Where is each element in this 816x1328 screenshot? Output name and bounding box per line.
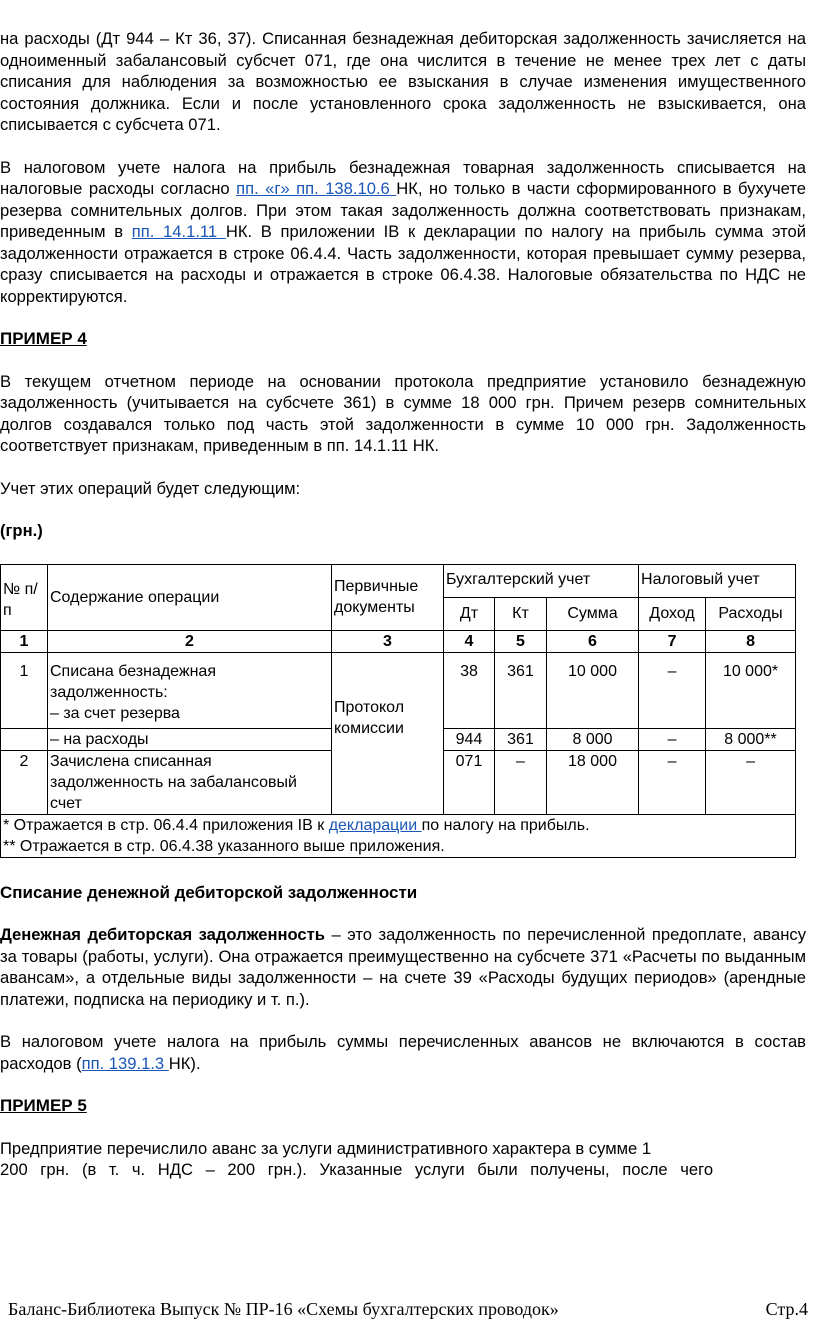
section-paragraph-2 (0, 1031, 806, 1074)
text: В налоговом учете налога на прибыль суммы перечисленных авансов не включаются в состав расходов ( (0, 1032, 806, 1073)
section-paragraph (0, 924, 806, 1010)
text: В налоговом учете налога на прибыль безнадежная товарная задолженность списывается на налоговые расходы согласно (0, 157, 806, 198)
header-dt: Дт (444, 597, 495, 630)
law-link-138[interactable]: пп. «г» пп. 138.10.6 (236, 179, 397, 198)
row-sum: 10 000 (547, 652, 639, 728)
row-sum: 8 000 (547, 728, 639, 750)
row-expenses: 8 000** (706, 728, 796, 750)
document-page (0, 28, 806, 1181)
row-dt: 944 (444, 728, 495, 750)
row-content-sub: – за счет резерва (50, 704, 180, 722)
col-number: 5 (495, 630, 547, 652)
header-kt: Кт (495, 597, 547, 630)
row-kt: – (495, 750, 547, 814)
note-1 (3, 815, 793, 836)
row-expenses: – (706, 750, 796, 814)
header-income: Доход (639, 597, 706, 630)
row-num-empty (1, 728, 48, 750)
col-number: 8 (706, 630, 796, 652)
table-notes (1, 814, 796, 857)
row-kt: 361 (495, 728, 547, 750)
row-content-main: Списана безнадежная задолженность: (50, 662, 216, 701)
unit-label: (грн.) (0, 521, 43, 540)
col-number: 1 (1, 630, 48, 652)
primary-documents: Протокол комиссии (332, 652, 444, 814)
text: – это задолженность по перечисленной предоплате, авансу за товары (работы, услуги). Она отражается преимущественно на субсчете 371 «Расчеты по выданным авансам», а отдельные виды задолженности – на счете 39 «Расходы будущих периодов» (арендные платежи, подписка на периодику и т. п.). (0, 925, 807, 1009)
row-expenses: 10 000* (706, 652, 796, 728)
example-4-heading: ПРИМЕР 4 (0, 329, 87, 348)
row-content: – на расходы (48, 728, 332, 750)
section-heading: Списание денежной дебиторской задолженности (0, 882, 418, 902)
text: по налогу на прибыль. (421, 816, 590, 834)
row-income: – (639, 750, 706, 814)
header-num: № п/п (1, 564, 48, 630)
row-content (48, 652, 332, 728)
text: * Отражается в стр. 06.4.4 приложения ІВ к (3, 816, 329, 834)
example-4-paragraph: В текущем отчетном периоде на основании протокола предприятие установило безнадежную задолженность (учитывается на субсчете 361) в сумме 18 000 грн. Причем резерв сомнительных долгов создавался только под часть этой задолженности в сумме 10 000 грн. Задолженность соответствует признакам, приведенным в пп. 14.1.11 НК. (0, 371, 806, 455)
column-numbers-row (1, 630, 796, 652)
paragraph: на расходы (Дт 944 – Кт 36, 37). Списанная безнадежная дебиторская задолженность зачисляется на одноименный забалансовый субсчет 071, где она числится в течение не менее трех лет с даты списания для наблюдения за возможностью ее взыскания в случае изменения имущественного состояния должника. Если и после установленного срока задолженность не взыскивается, она списывается с субсчета 071. (0, 29, 806, 134)
text: НК). (168, 1053, 201, 1073)
header-content: Содержание операции (48, 564, 332, 630)
example-4-intro: Учет этих операций будет следующим: (0, 478, 301, 498)
col-number: 2 (48, 630, 332, 652)
table-notes-row (1, 814, 796, 857)
table-row (1, 652, 796, 728)
row-sum: 18 000 (547, 750, 639, 814)
header-sum: Сумма (547, 597, 639, 630)
example-5-line-2: 200 грн. (в т. ч. НДС – 200 грн.). Указанные услуги были получены, после чего (0, 1160, 714, 1179)
row-num: 2 (1, 750, 48, 814)
header-tax: Налоговый учет (639, 564, 796, 597)
term: Денежная дебиторская задолженность (0, 925, 325, 944)
col-number: 4 (444, 630, 495, 652)
operations-table (0, 564, 796, 858)
col-number: 6 (547, 630, 639, 652)
paragraph-tax-accounting (0, 157, 806, 308)
example-5-line-1: Предприятие перечислило аванс за услуги административного характера в сумме 1 (0, 1138, 652, 1158)
page-footer (8, 1299, 808, 1321)
row-num: 1 (1, 652, 48, 728)
text: НК. В приложении ІВ к декларации по налогу на прибыль сумма этой задолженности отражается в строке 06.4.4. Часть задолженности, которая превышает сумму резерва, сразу списывается на расходы и отражается в строке 06.4.38. Налоговые обязательства по НДС не корректируются. (0, 222, 807, 306)
header-accounting: Бухгалтерский учет (444, 564, 639, 597)
declaration-link[interactable]: декларации (328, 816, 422, 834)
law-link-139[interactable]: пп. 139.1.3 (81, 1053, 169, 1073)
note-2: ** Отражается в стр. 06.4.38 указанного выше приложения. (3, 837, 445, 855)
header-expenses: Расходы (706, 597, 796, 630)
page-number: Стр.4 (765, 1299, 808, 1319)
row-dt: 38 (444, 652, 495, 728)
row-dt: 071 (444, 750, 495, 814)
law-link-14[interactable]: пп. 14.1.11 (131, 222, 226, 241)
text: НК, но только в части сформированного в бухучете резерва сомнительных долгов. При этом такая задолженность должна соответствовать признакам, приведенным в (0, 179, 807, 241)
row-income: – (639, 652, 706, 728)
col-number: 7 (639, 630, 706, 652)
row-income: – (639, 728, 706, 750)
header-docs: Первичные документы (332, 564, 444, 630)
row-kt: 361 (495, 652, 547, 728)
example-5-heading: ПРИМЕР 5 (0, 1096, 87, 1115)
footer-title: Баланс-Библиотека Выпуск № ПР-16 «Схемы бухгалтерских проводок» (8, 1299, 559, 1319)
col-number: 3 (332, 630, 444, 652)
row-content: Зачислена списанная задолженность на забалансовый счет (48, 750, 332, 814)
